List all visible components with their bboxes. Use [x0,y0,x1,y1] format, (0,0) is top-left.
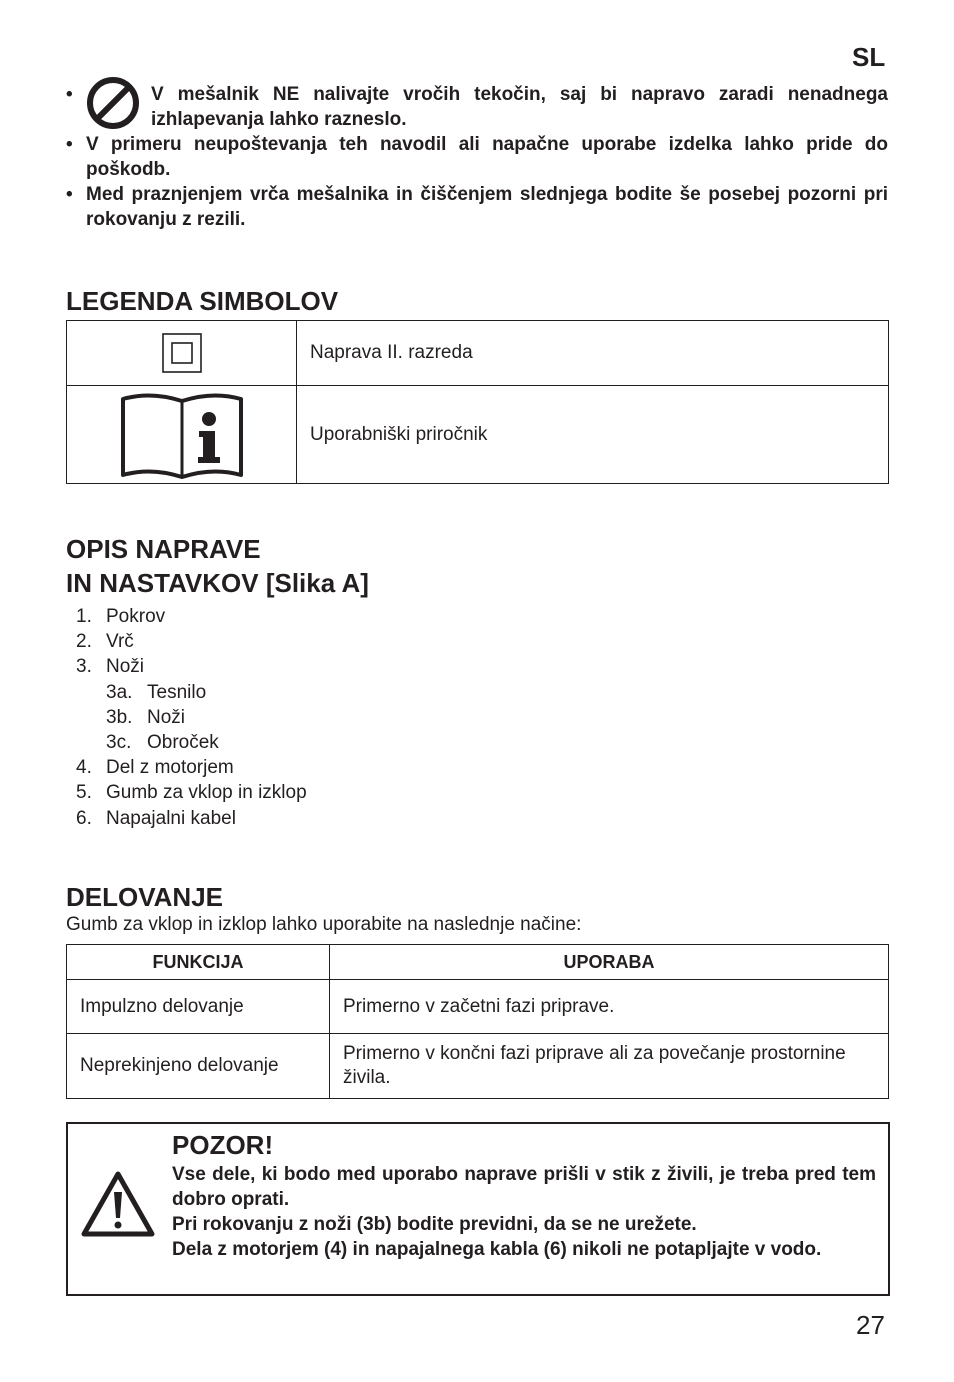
function-cell: Impulzno delovanje [67,980,330,1034]
table-row [67,980,889,1034]
table-row [67,1034,889,1099]
warning-triangle-icon [80,1170,156,1240]
description-title-line: IN NASTAVKOV [Slika A] [66,568,369,598]
table-header-row [67,945,889,980]
legend-icon-cell [67,386,297,484]
use-cell: Primerno v začetni fazi priprave. [330,980,889,1034]
item-number: 3. [76,656,92,678]
list-item [76,806,307,831]
column-header-use: UPORABA [330,945,889,980]
item-label: Vrč [106,631,134,653]
bullet: • [66,134,73,155]
legend-title: LEGENDA SIMBOLOV [66,286,339,316]
operation-title: DELOVANJE [66,882,223,912]
legend-table [66,320,889,484]
legend-icon-cell [67,321,297,386]
warning-text: V primeru neupoštevanja teh navodil ali napačne uporabe izdelka lahko pride do poškodb. [86,134,888,180]
use-cell: Primerno v končni fazi priprave ali za povečanje prostornine živila. [330,1034,889,1099]
list-item [76,604,307,629]
table-row [67,321,889,386]
caution-title: POZOR! [172,1130,274,1160]
item-number: 3c. [106,732,132,754]
function-cell: Neprekinjeno delovanje [67,1034,330,1099]
operation-intro: Gumb za vklop in izklop lahko uporabite na naslednje načine: [66,914,582,935]
list-item [76,755,307,780]
list-subitem [76,680,307,705]
caution-line: Pri rokovanju z noži (3b) bodite previdni, da se ne urežete. [172,1214,697,1235]
caution-line: Vse dele, ki bodo med uporabo naprave prišli v stik z živili, je treba pred tem dobro oprati. [172,1164,876,1210]
list-item [76,780,307,805]
caution-line: Dela z motorjem (4) in napajalnega kabla (6) nikoli ne potapljajte v vodo. [172,1239,822,1260]
item-label: Tesnilo [147,681,207,703]
bullet: • [66,184,73,205]
user-manual-info-icon [121,391,243,479]
caution-box [66,1122,890,1296]
caution-text [172,1162,876,1262]
description-title [66,532,369,600]
item-label: Noži [106,656,145,678]
list-subitem [76,730,307,755]
item-number: 4. [76,757,92,779]
list-item [76,654,307,679]
list-item [66,182,888,232]
list-item [66,82,888,132]
bullet: • [66,84,73,105]
page-number: 27 [856,1310,885,1340]
language-code: SL [852,42,886,72]
item-number: 1. [76,606,92,627]
item-label: Pokrov [106,606,166,627]
item-label: Noži [147,706,186,728]
item-label: Gumb za vklop in izklop [106,782,307,804]
column-header-function: FUNKCIJA [67,945,330,980]
item-number: 5. [76,782,92,804]
list-subitem [76,705,307,730]
legend-text: Uporabniški priročnik [297,386,889,484]
legend-text: Naprava II. razreda [297,321,889,386]
item-label: Obroček [147,732,219,754]
table-row [67,386,889,484]
parts-list [76,604,307,831]
item-number: 6. [76,807,92,829]
description-title-line: OPIS NAPRAVE [66,534,261,564]
item-number: 3a. [106,681,133,703]
item-number: 2. [76,631,92,653]
prohibited-icon [86,76,140,130]
item-label: Napajalni kabel [106,807,236,829]
warning-text: Med praznjenjem vrča mešalnika in čiščenjem slednjega bodite še posebej pozorni pri rokovanju z rezili. [86,184,888,230]
list-item [76,629,307,654]
warning-text: V mešalnik NE nalivajte vročih tekočin, saj bi napravo zaradi nenadnega izhlapevanja lahko razneslo. [151,84,888,130]
list-item [66,132,888,182]
warning-list [66,82,888,232]
operation-table [66,944,889,1099]
item-label: Del z motorjem [106,757,234,779]
class-ii-double-square-icon [162,333,202,373]
item-number: 3b. [106,706,133,728]
